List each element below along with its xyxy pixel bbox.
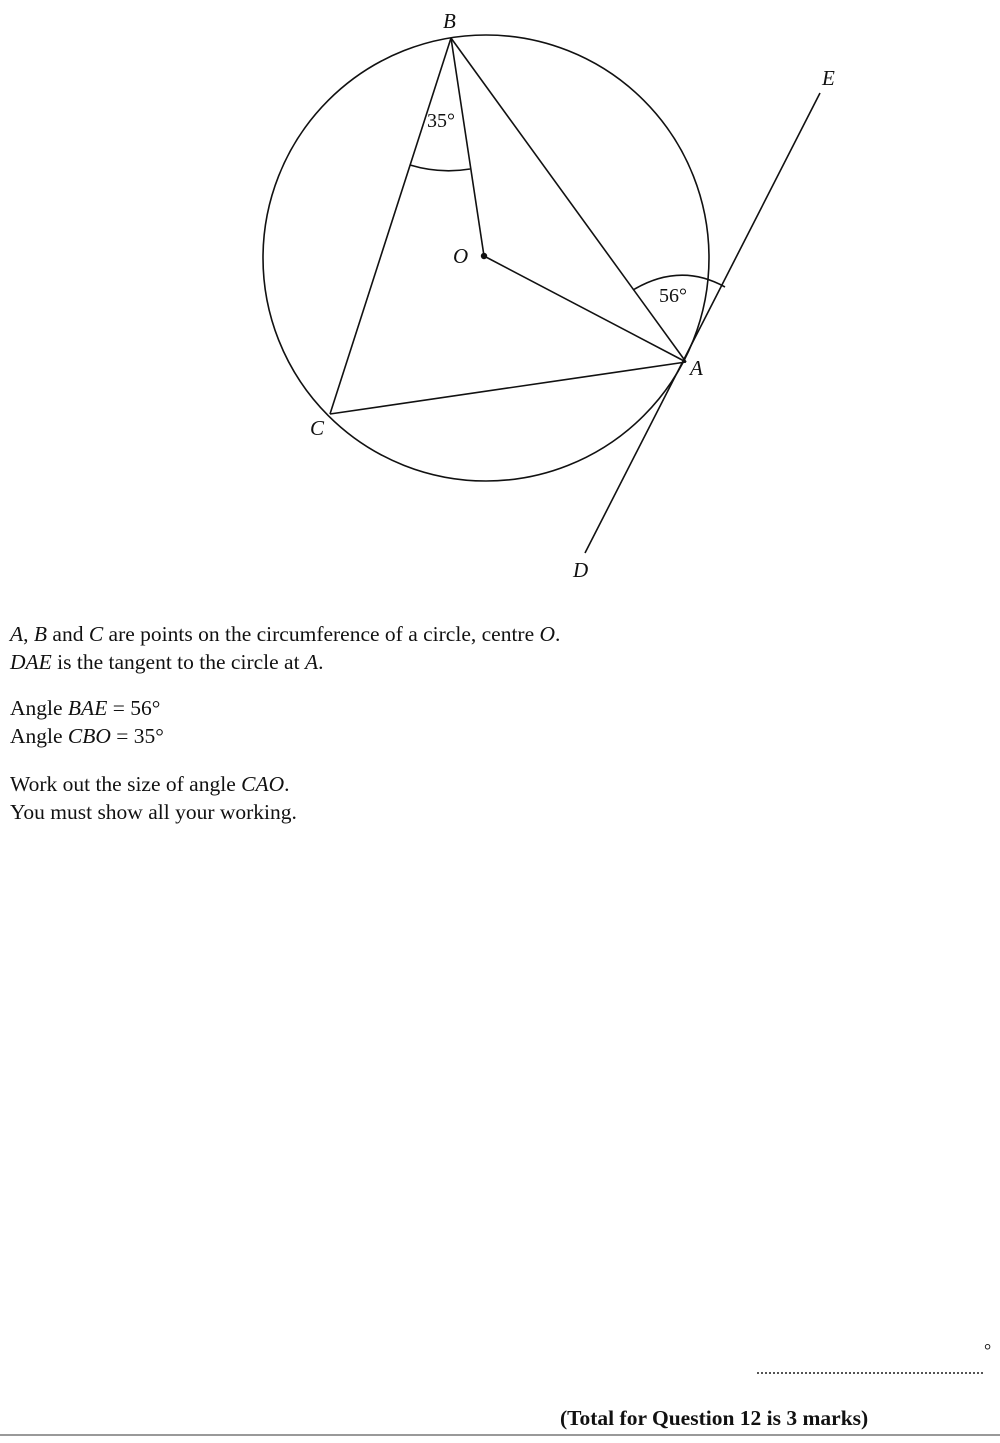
point-label-E: E — [822, 66, 835, 90]
total-marks: (Total for Question 12 is 3 marks) — [560, 1406, 869, 1430]
chord-CA — [330, 362, 686, 414]
angle-arc-cbo — [410, 165, 470, 171]
chord-BC — [330, 38, 451, 414]
point-label-B: B — [443, 9, 456, 33]
task-instructions — [10, 770, 297, 826]
radius-OA — [484, 256, 686, 362]
answer-line[interactable] — [757, 1372, 983, 1374]
centre-dot — [481, 253, 487, 259]
point-label-D: D — [573, 558, 589, 582]
statement-points: A, B and C are points on the circumference of a circle, centre O. — [10, 622, 561, 646]
point-label-A: A — [690, 356, 703, 380]
given-angles — [10, 694, 164, 750]
given-angle-cbo: Angle CBO = 35° — [10, 724, 164, 748]
bottom-rule — [0, 1434, 1000, 1436]
point-label-C: C — [310, 416, 325, 440]
task-line: Work out the size of angle CAO. — [10, 772, 290, 796]
given-angle-bae: Angle BAE = 56° — [10, 696, 161, 720]
angle-label-bae: 56° — [659, 285, 687, 307]
answer-unit: ° — [984, 1340, 992, 1360]
point-label-O: O — [453, 244, 469, 268]
tangent-line-DE — [585, 93, 820, 553]
radius-BO — [451, 38, 484, 256]
statement-tangent: DAE is the tangent to the circle at A. — [10, 650, 324, 674]
chord-BA — [451, 38, 686, 362]
angle-label-cbo: 35° — [427, 110, 455, 132]
working-instruction: You must show all your working. — [10, 800, 297, 824]
question-statements — [10, 620, 560, 676]
circle-diagram — [0, 0, 1000, 600]
